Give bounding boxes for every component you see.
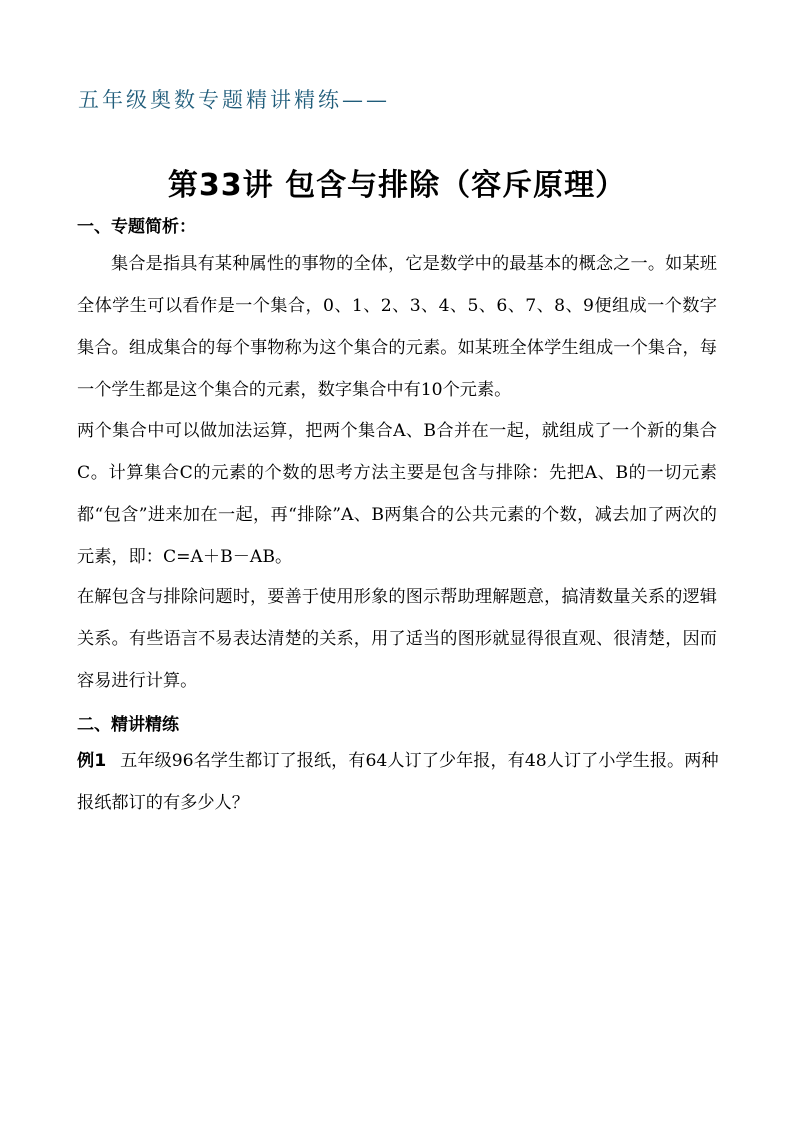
paragraph-sets-definition: 集合是指具有某种属性的事物的全体，它是数学中的最基本的概念之一。如某班全体学生可以看作是一个集合，0、1、2、3、4、5、6、7、8、9便组成一个数字集合。组成集合的每个事物称为这个集合的元素。如某班全体学生组成一个集合，每一个学生都是这个集合的元素，数字集合中有10个元素。: [77, 254, 717, 400]
lecture-title: 第33讲 包含与排除（容斥原理）: [167, 168, 627, 203]
example-1-text: 五年级96名学生都订了报纸，有64人订了少年报，有48人订了小学生报。两种报纸都订的有多少人？: [77, 751, 719, 813]
paragraph-set-addition: 两个集合中可以做加法运算，把两个集合A、B合并在一起，就组成了一个新的集合C。计算集合C的元素的个数的思考方法主要是包含与排除：先把A、B的一切元素都“包含”进来加在一起，再“排除”A、B两集合的公共元素的个数，减去加了两次的元素，即：C=A＋B－AB。: [77, 421, 717, 567]
paragraph-diagram-advice: 在解包含与排除问题时，要善于使用形象的图示帮助理解题意，搞清数量关系的逻辑关系。有些语言不易表达清楚的关系，用了适当的图形就显得很直观、很清楚，因而容易进行计算。: [77, 587, 717, 691]
example-1-label: 例1: [77, 751, 107, 771]
section-heading-analysis: 一、专题简析：: [77, 217, 196, 237]
series-title: 五年级奥数专题精讲精练——: [78, 88, 390, 112]
section-heading-practice: 二、精讲精练: [77, 715, 179, 735]
example-1: [77, 740, 722, 824]
